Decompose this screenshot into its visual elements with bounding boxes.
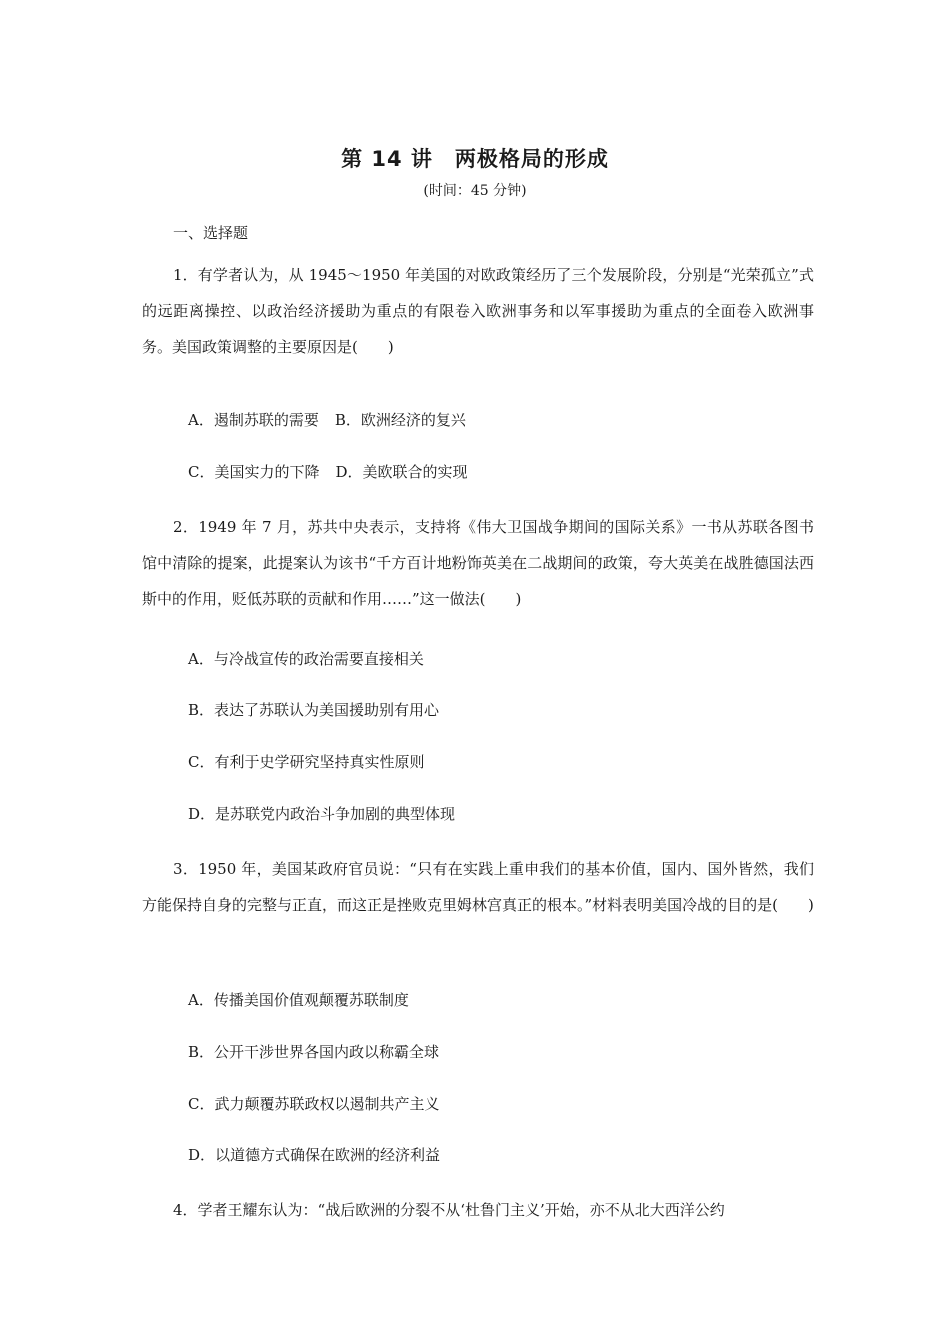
question-2-option-b: B．表达了苏联认为美国援助别有用心 [188, 701, 440, 719]
question-1-option-d: D．美欧联合的实现 [335, 463, 468, 481]
question-2-stem: 2．1949 年 7 月，苏共中央表示，支持将《伟大卫国战争期间的国际关系》一书从苏联各图书馆中清除的提案，此提案认为该书“千方百计地粉饰英美在二战期间的政策，夸大英美在战胜德国法西斯中的作用，贬低苏联的贡献和作用……”这一做法( ) [142, 518, 814, 608]
question-2-option-c: C．有利于史学研究坚持真实性原则 [188, 753, 425, 771]
question-1-options-row-2 [188, 461, 468, 482]
time-limit: (时间：45 分钟) [423, 183, 527, 199]
question-3-stem: 3．1950 年，美国某政府官员说：“只有在实践上重申我们的基本价值，国内、国外皆然，我们方能保持自身的完整与正直，而这正是挫败克里姆林宫真正的根本。”材料表明美国冷战的目的是( ) [142, 860, 814, 914]
question-1-options-row-1 [188, 409, 466, 430]
question-3-option-b: B．公开干涉世界各国内政以称霸全球 [188, 1043, 440, 1061]
question-3-option-d: D．以道德方式确保在欧洲的经济利益 [188, 1146, 441, 1164]
section-heading: 一、选择题 [173, 224, 249, 242]
question-2-option-a: A．与冷战宣传的政治需要直接相关 [188, 650, 424, 668]
question-1-option-a: A．遏制苏联的需要 [188, 411, 319, 429]
question-4-stem: 4．学者王耀东认为：“战后欧洲的分裂不从‘杜鲁门主义’开始，亦不从北大西洋公约 [173, 1201, 725, 1219]
question-3-option-a: A．传播美国价值观颠覆苏联制度 [188, 991, 409, 1009]
question-1-stem: 1．有学者认为，从 1945～1950 年美国的对欧政策经历了三个发展阶段，分别是“光荣孤立”式的远距离操控、以政治经济援助为重点的有限卷入欧洲事务和以军事援助为重点的全面卷入欧洲事务。美国政策调整的主要原因是( ) [142, 266, 814, 356]
question-2-option-d: D．是苏联党内政治斗争加剧的典型体现 [188, 805, 456, 823]
question-3-option-c: C．武力颠覆苏联政权以遏制共产主义 [188, 1095, 440, 1113]
question-1-option-c: C．美国实力的下降 [188, 463, 320, 481]
question-1-option-b: B．欧洲经济的复兴 [334, 411, 466, 429]
page-title: 第 14 讲 两极格局的形成 [341, 147, 609, 171]
